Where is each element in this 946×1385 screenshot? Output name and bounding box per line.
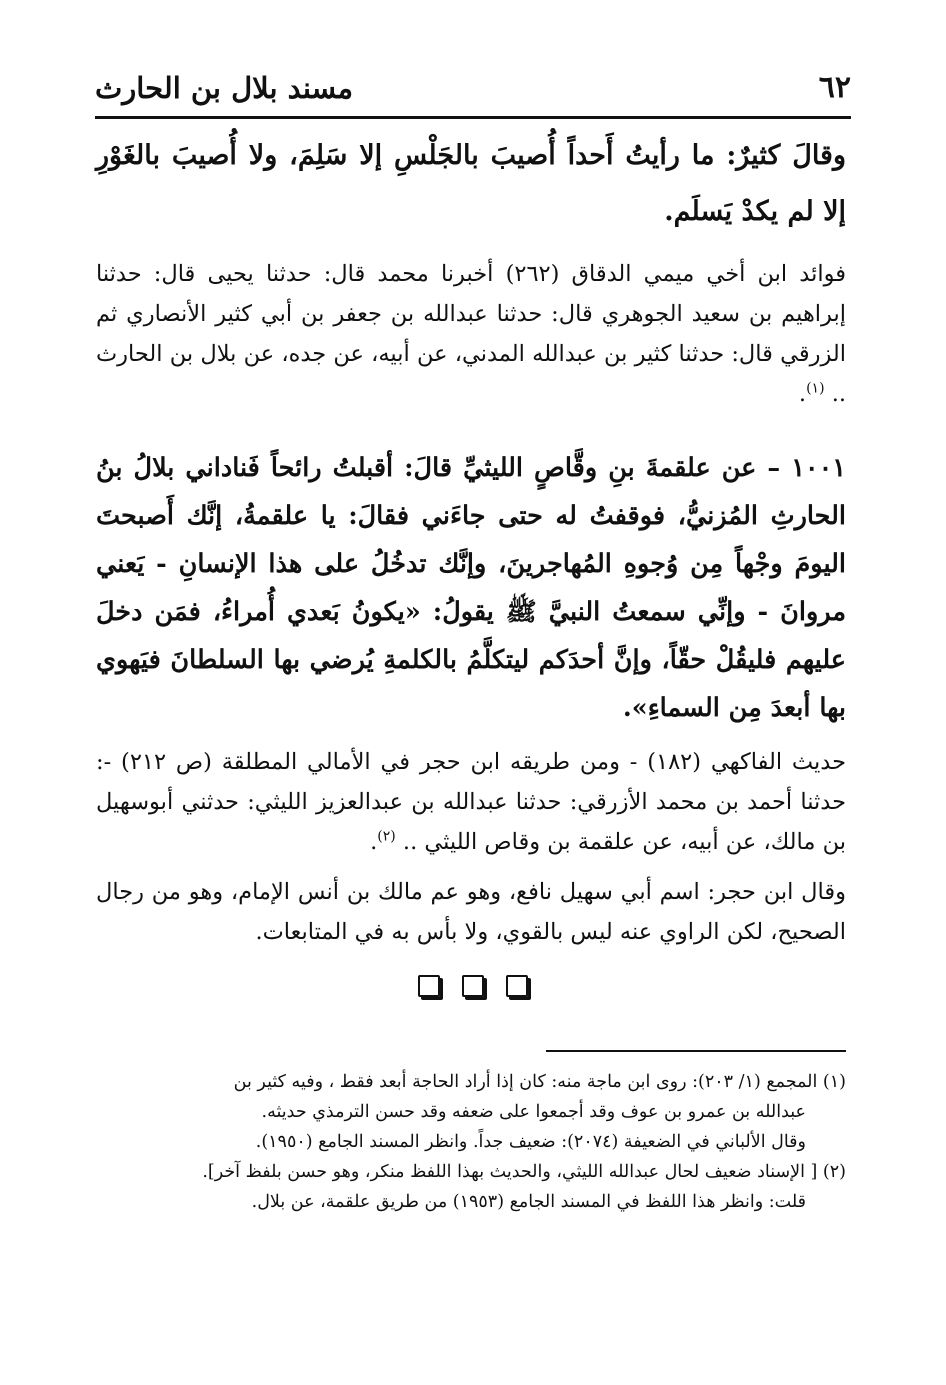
page-body	[96, 128, 846, 952]
running-title: مسند بلال بن الحارث	[95, 71, 354, 105]
ibn-hajar-comment: وقال ابن حجر: اسم أبي سهيل نافع، وهو عم مالك بن أنس الإمام، وهو من رجال الصحيح، لكن الراوي عنه ليس بالقوي، ولا بأس به في المتابعات.	[96, 879, 846, 945]
section-separator	[0, 975, 946, 997]
source-paragraph-1: فوائد ابن أخي ميمي الدقاق (٢٦٢) أخبرنا محمد قال: حدثنا يحيى قال: حدثنا إبراهيم بن سعيد الجوهري قال: حدثنا عبدالله بن جعفر بن أبي كثير الأنصاري ثم الزرقي قال: حدثنا كثير بن عبدالله المدني، عن أبيه، عن جده، عن بلال بن الحارث .. $^{(١)}$.	[96, 261, 846, 407]
source-paragraph-2: حديث الفاكهي (١٨٢) - ومن طريقه ابن حجر في الأمالي المطلقة (ص ٢١٢) -: حدثنا أحمد بن محمد الأزرقي: حدثنا عبدالله بن عبدالعزيز الليثي: حدثني أبوسهيل بن مالك، عن أبيه، عن علقمة بن وقاص الليثي .. $^{(٢)}$.	[96, 749, 846, 855]
footnote-1-line-2: عبدالله بن عمرو بن عوف وقد أجمعوا على ضعفه وقد حسن الترمذي حديثه.	[261, 1102, 806, 1122]
square-ornament-icon	[418, 975, 440, 997]
footnote-ref-1: (١)	[806, 380, 825, 397]
source-text-1: فوائد ابن أخي ميمي الدقاق (٢٦٢) أخبرنا محمد قال: حدثنا يحيى قال: حدثنا إبراهيم بن سعيد الجوهري قال: حدثنا عبدالله بن جعفر بن أبي كثير الأنصاري ثم الزرقي قال: حدثنا كثير بن عبدالله المدني، عن أبيه، عن جده، عن بلال بن الحارث ..	[96, 261, 846, 407]
header-rule	[95, 116, 851, 119]
quote-paragraph: وقالَ كثيرٌ: ما رأيتُ أَحداً أُصيبَ بالجَلْسِ إلا سَلِمَ، ولا أُصيبَ بالغَوْرِ إلا لم يكدْ يَسلَم.	[96, 140, 846, 227]
footnote-1-line-3: وقال الألباني في الضعيفة (٢٠٧٤): ضعيف جداً. وانظر المسند الجامع (١٩٥٠).	[255, 1132, 806, 1152]
square-ornament-icon	[462, 975, 484, 997]
footnote-ref-2: (٢)	[377, 828, 396, 845]
page-number: ٦٢	[818, 70, 851, 105]
footnotes	[96, 1067, 846, 1217]
footnote-2-line-2: قلت: وانظر هذا اللفظ في المسند الجامع (١٩٥٣) من طريق علقمة، عن بلال.	[251, 1192, 806, 1212]
hadith-1001: ١٠٠١ – عن علقمةَ بنِ وقَّاصٍ الليثيِّ قالَ: أقبلتُ رائحاً فَناداني بلالُ بنُ الحارثِ المُزنيُّ، فوقفتُ له حتى جاءَني فقالَ: يا علقمةُ، إنَّك أَصبحتَ اليومَ وجْهاً مِن وُجوهِ المُهاجرينَ، وإنَّك تدخُلُ على هذا الإنسانِ - يَعني مروانَ - وإنِّي سمعتُ النبيَّ ﷺ يقولُ: «يكونُ بَعدي أُمراءُ، فمَن دخلَ عليهم فليقُلْ حقّاً، وإنَّ أحدَكم ليتكلَّمُ بالكلمةِ يُرضي بها السلطانَ فيَهوي بها أبعدَ مِن السماءِ».	[96, 453, 846, 723]
footnote-2-line-1: (٢) [ الإسناد ضعيف لحال عبدالله الليثي، والحديث بهذا اللفظ منكر، وهو حسن بلفظ آخر].	[202, 1162, 846, 1182]
source-text-2: حديث الفاكهي (١٨٢) - ومن طريقه ابن حجر في الأمالي المطلقة (ص ٢١٢) -: حدثنا أحمد بن محمد الأزرقي: حدثنا عبدالله بن عبدالعزيز الليثي: حدثني أبوسهيل بن مالك، عن أبيه، عن علقمة بن وقاص الليثي ..	[96, 749, 846, 855]
footnote-1-line-1: (١) المجمع (١/ ٢٠٣): روى ابن ماجة منه: كان إذا أراد الحاجة أبعد فقط ، وفيه كثير بن	[233, 1072, 846, 1092]
square-ornament-icon	[506, 975, 528, 997]
page-header	[95, 70, 851, 110]
footnote-rule	[546, 1050, 846, 1052]
